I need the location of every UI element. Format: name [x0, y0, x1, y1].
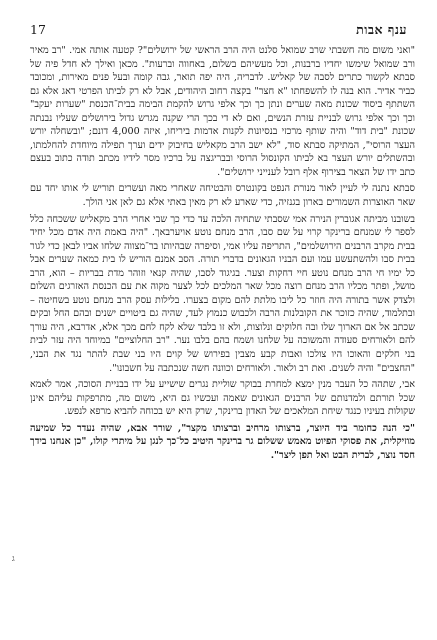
- paragraph-2: סבתא נתנה לי לעיין לאור מנורת הנפט בקונטרס והבטיחה שאחרי מאה ועשרים תוריש לי אותו יחד עם שאר האוצרות השמורים בארון בגנזיה, כדי שארע לא רק מאין באתי אלא גם לאן אני הולך.: [30, 183, 415, 209]
- running-header: [30, 22, 407, 38]
- closing-verse: "כי הנה כחומר ביד היוצר, ברצותו מרחיב וברצותו מקצר", שורר אבא, שהיה נעדר כל שמיעה מוזיקלית, את פסוקי הפיוט מאמש ששלום גר ברינקר היטיב כל־כך לנגן על מיתרי קולו, "כן אנחנו בידך חסד נוצר, לברית הבט ואל תפן ליצר".: [30, 422, 415, 461]
- page-number: 17: [30, 22, 46, 37]
- paragraph-5: [30, 422, 415, 463]
- body-text: [30, 44, 415, 465]
- paragraph-3: בשובנו מביתה אגוברין הנירה אמי שסבתי שתחיה הלכה עד כדי כך שבי אחרי הרב מקאליש ששכחה כלל לספר לי שמנחם ברינקר קרוי על שם סבו, הרב מנחם נוטע אויערבאך. "היה באמת היה אדם מכל יחיד בבית מקרב הרבנים הירושלמים", התריפה עליו אמי, וסיפרה שבהיותו בר־מצווה שלחו אביו לבאן כדי לגור בבית סבו ולהשתעשע עמו ועם הבניו הגאונים בדברי תורה. הסב אמנם הוריש לו בית כמאה שערים אבל כל ימיו חי הרב מנחם נוטע חיי דחקות וצער. בגיגוד לסבו, שהיה קנאי וזוהר מדת בבריות – הוא, הרב מושל, ופתר מכליו הרב מנחם רוצה מכל שאר המלכים לכל לצער מקוה את עם הכנסת האזרגים השלום ולצדק אשר בתורה היה חוזר כל ליבו מלתת להם מקום בצערו. בלילות עסק הרב מנחם נוטע בשחיטה – ובתלמוד, שהיה כזוכר את הקובלנות הרבה ולכבוש כנמוץ לעד, שהיה גם ביטויים ישנים ובהם החל ובקים שכתב אל אם הארוך שלו ובה חלוקים ונלוצות, ולא זו בלבד שלא לקח לחם מכך אלא, אדרבא, היה עורך להם ולאורחים סעודה והמשוכה על שלחנו ושמח בהם בלבו נער. "רב החלוציים" במיוחד היה עזר לבית בני חלקים והאוכו היו צולכו ואבות קבע מצבין בפירוש של קוים היו בני שבת להתר נגד את הבני, "החצבים" והיה לשנים. ואת רב ולאור. ולאורחים וכוונה חשה שנכתבה על חשבונו".: [30, 213, 415, 374]
- paragraph-4: אבי, שתהה כל העבר מנין ימצא למחרת בבוקר שוליית נגרים שישייע על ידו בבניית הסוכה, אמר לאמא שכל תורתם ולמדנותם של הרבנים הגאונים שאמה ועכשיו גם היא, משום מה, מתרפקות עליהם אינן שקולות בעיניו כנגד שיחת המלאכים של האדון ברינקר, שרק היא יש בכוחה להביא מרפא לנפש.: [30, 379, 415, 418]
- running-title: ענף אבות: [356, 22, 407, 37]
- paragraph-1: "ואני משום מה חשבתי שרב שמואל סלנט היה הרב הראשי של ירושלים"? קטעה אותה אמי. "רב מאיר ורב שמואל שימשו יחדיו ברבנות, וכל מעשיהם בשלום, באחווה וברעות". מכאן ואילך לא חדל פיה של סבתא לקשור כתרים לסבה של קאליש. לדבריה, היה יפה תואר, גבה קומה ובעל פנים מאירות, ומכובד כביר אדיר. הוא בנה לו להשפחתו "א חצר" בקצה רחוב היהודים, אבל לא רק לביתו הפרטי דאג אלא גם השתתף ביסוד שכונת מאה שערים ונתן כך וכך אלפי גרוש להקמת הבימה בבית־הכנסת "שערות יעקב" וכך וכך אלפי גרוש לבניית עזרת הנשים, ואם לא די בכך הרי שקנה מגרש גדול בירושלים שעליו נבנתה שכונת "בית דוד" והיה שותף מרכזי בנסיונות לקנות אדמות ביריחו, איזה 4,000 דונם; "ובשחלה יורש העצר הרוסי", המתיקה סבתא סוד, "לא ישב הרב מקאליש בחיבוק ידים וערך תפילה מיוחדת להחלמתו, ובהשתלים יורש העצר בא לביתו הקונסול הרוסי ובבריגצה על ברכיו מסר לידיו מכתב תודה כתוב בעצם כתב ידו של הצאר בצירוף אלף רובל לענייני ירושלים".: [30, 45, 416, 178]
- margin-note: ג: [12, 554, 15, 563]
